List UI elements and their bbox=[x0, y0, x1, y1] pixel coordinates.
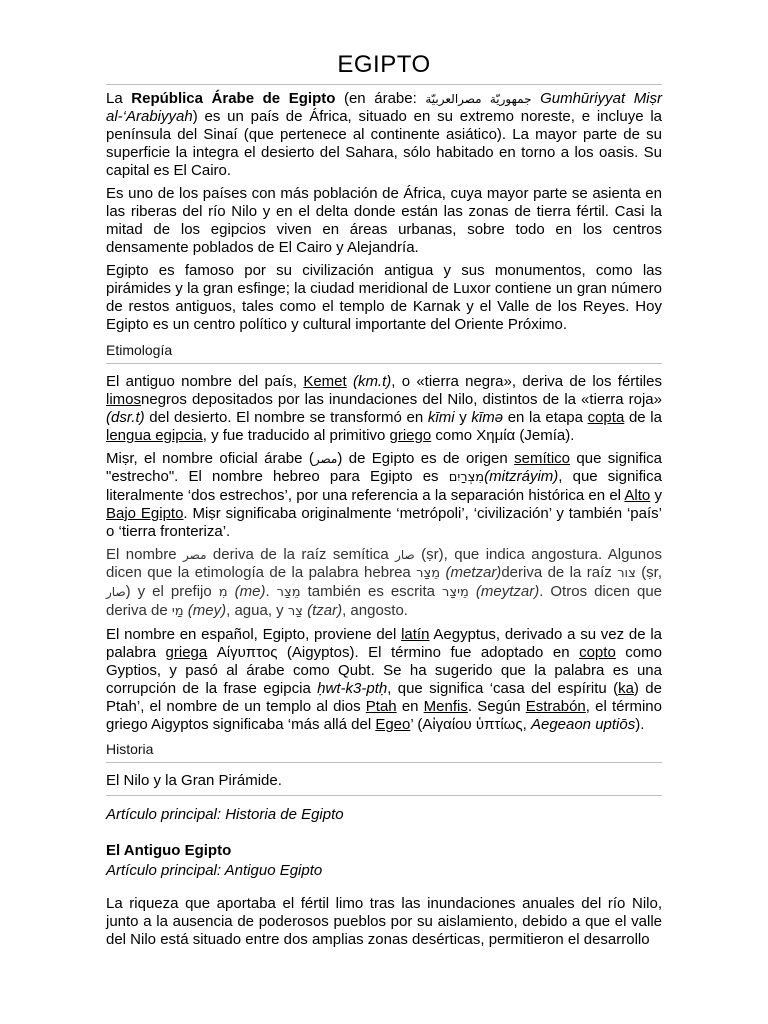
link-limos[interactable]: limos bbox=[106, 391, 142, 408]
link-griego[interactable]: griego bbox=[389, 427, 432, 444]
divider bbox=[106, 795, 662, 796]
etimologia-paragraph-2: Miṣr, el nombre oficial árabe (مصر) de Egipto es de origen semítico que significa "estrecho". El nombre hebreo para Egipto es מִצְרַיִם(mitzráyim), que significa literalmente ‘dos estrechos’, por una referencia a la separación histórica en el Alto y Bajo Egipto. Miṣr significaba originalmente ‘metrópoli’, ‘civilización’ y también ‘país’ o ‘tierra fronteriza’. bbox=[106, 450, 663, 540]
etimologia-paragraph-1: El antiguo nombre del país, Kemet (km.t), o «tierra negra», deriva de los fértiles limosnegros depositados por las inundaciones del Nilo, distintos de la «tierra roja» (dsr.t) del desierto. El nombre se transformó en kīmi y kīmə en la etapa copta de la lengua egipcia, y fue traducido al primitivo griego como Χημία (Jemía). bbox=[106, 373, 662, 444]
etimologia-paragraph-3: El nombre مصر deriva de la raíz semítica صار (ṣr), que indica angostura. Algunos dicen que la etimología de la palabra hebrea מֵצַר (metzar)deriva de la raíz צור (ṣr, صار) y el prefijo מִ (me). מֵצַר también es escrita מֵיצַר (meytzar). Otros dicen que deriva de מַי (mey), agua, y צַר (tzar), angosto. bbox=[106, 546, 663, 619]
arabic-name: جمهوريّة مصرالعربيّة bbox=[425, 92, 532, 106]
intro-section bbox=[106, 85, 662, 334]
link-egeo[interactable]: Egeo bbox=[375, 716, 411, 733]
link-alto[interactable]: Alto bbox=[624, 487, 651, 504]
subsection-heading: El Antiguo Egipto bbox=[106, 842, 232, 859]
link-copta[interactable]: copta bbox=[587, 409, 625, 426]
link-griega[interactable]: griega bbox=[165, 644, 208, 661]
historia-paragraph-1: La riqueza que aportaba el fértil limo tras las inundaciones anuales del río Nilo, junto a la ausencia de poderosos pueblos por su aislamiento, debido a que el valle del Nilo está situado entre dos amplias zonas desérticas, permitieron el desarrollo bbox=[106, 895, 662, 948]
link-ka[interactable]: ka bbox=[618, 680, 634, 697]
link-bajo-egipto[interactable]: Bajo Egipto bbox=[106, 505, 184, 522]
intro-paragraph-3: Egipto es famoso por su civilización antigua y sus monumentos, como las pirámides y la gran esfinge; la ciudad meridional de Luxor contiene un gran número de restos antiguos, tales como el templo de Karnak y el Valle de los Reyes. Hoy Egipto es un centro político y cultural importante del Oriente Próximo. bbox=[106, 262, 662, 333]
intro-paragraph-2: Es uno de los países con más población de África, cuya mayor parte se asienta en las riberas del río Nilo y en el delta donde están las zonas de tierra fértil. Casi la mitad de los egipcios viven en áreas urbanas, sobre todo en los centros densamente poblados de El Cairo y Alejandría. bbox=[106, 185, 662, 256]
link-kemet[interactable]: Kemet bbox=[303, 373, 347, 390]
caption-nilo: El Nilo y la Gran Pirámide. bbox=[106, 772, 282, 789]
historia-section bbox=[106, 763, 662, 949]
link-copto[interactable]: copto bbox=[579, 644, 616, 661]
sub-article-link[interactable]: Artículo principal: Antiguo Egipto bbox=[106, 862, 323, 879]
link-ptah[interactable]: Ptah bbox=[365, 698, 397, 715]
link-menfis[interactable]: Menfis bbox=[423, 698, 468, 715]
transliteration: Gumhūriyyat Miṣr al-‘Arabiyyah bbox=[106, 90, 663, 125]
link-lengua-egipcia[interactable]: lengua egipcia bbox=[106, 427, 203, 444]
link-estrabon[interactable]: Estrabón bbox=[525, 698, 586, 715]
main-article-link[interactable]: Artículo principal: Historia de Egipto bbox=[106, 806, 344, 823]
intro-paragraph-1: La República Árabe de Egipto (en árabe: جمهوريّة مصرالعربيّة Gumhūriyyat Miṣr al-‘Arabiyyah) es un país de África, situado en su extremo noreste, e incluye la península del Sinaí (que pertenece al continente asiático). La mayor parte de su superficie la integra el desierto del Sahara, sólo habitado en torno a los oasis. Su capital es El Cairo. bbox=[106, 90, 663, 179]
page-title: EGIPTO bbox=[337, 51, 431, 78]
etimologia-section bbox=[106, 364, 662, 734]
etimologia-paragraph-4: El nombre en español, Egipto, proviene del latín Aegyptus, derivado a su vez de la palabra griega Αίγυπτος (Aigyptos). El término fue adoptado en copto como Gyptios, y pasó al árabe como Qubt. Se ha sugerido que la palabra es una corrupción de la frase egipcia ḥwt-k3-ptḥ, que significa ‘casa del espíritu (ka) de Ptah’, el nombre de un templo al dios Ptah en Menfis. Según Estrabón, el término griego Aigyptos significaba ‘más allá del Egeo’ (Αἰγαίου ὑπτίως, Aegeaon uptiōs). bbox=[106, 626, 662, 733]
country-name: República Árabe de Egipto bbox=[131, 90, 336, 107]
section-heading-historia: Historia bbox=[106, 741, 154, 757]
link-semitico[interactable]: semítico bbox=[514, 450, 570, 467]
link-latin[interactable]: latín bbox=[401, 626, 430, 643]
section-heading-etimologia: Etimología bbox=[106, 342, 173, 358]
